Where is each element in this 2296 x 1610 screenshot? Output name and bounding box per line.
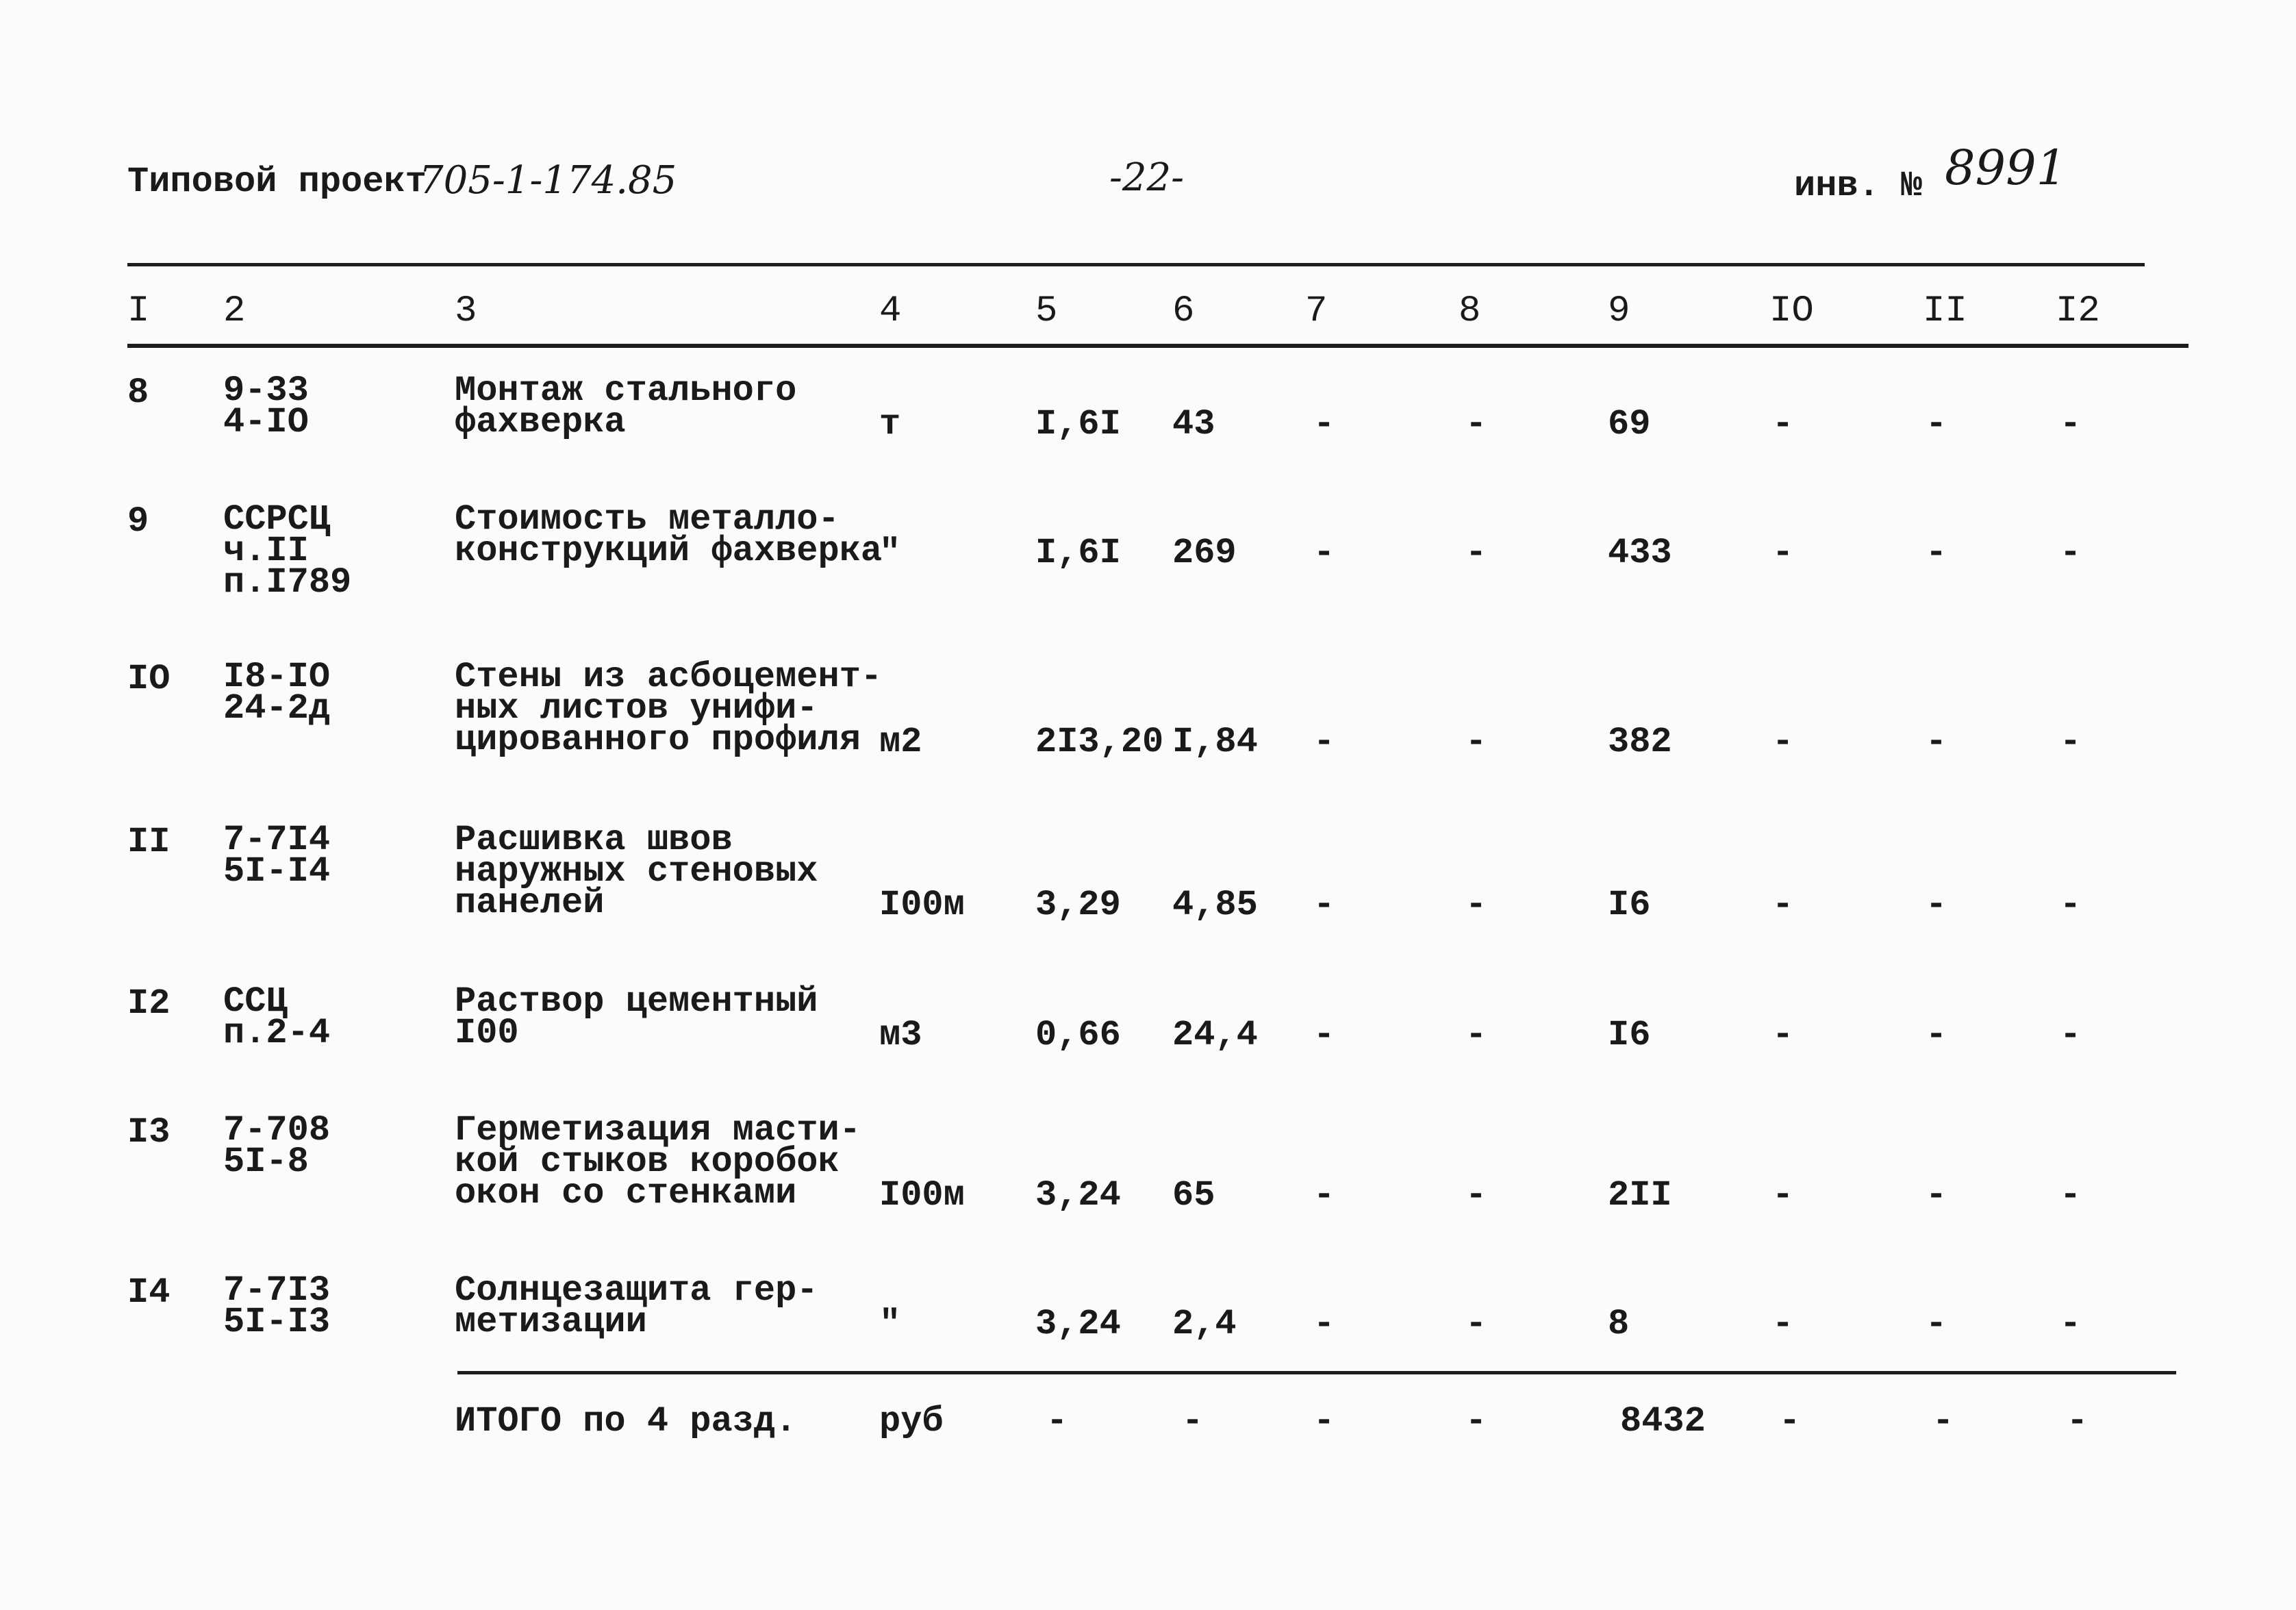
col-11: - (1926, 1015, 1947, 1055)
unit: м2 (879, 722, 922, 762)
col-12: - (2060, 404, 2082, 444)
column-number: 5 (1035, 290, 1058, 332)
col-8: - (1465, 1015, 1487, 1055)
col-10: - (1772, 533, 1794, 573)
resource-code: 7-708 5I-8 (223, 1110, 331, 1182)
total-label: ИТОГО по 4 разд. (455, 1401, 797, 1442)
column-number: 9 (1608, 290, 1630, 332)
unit: " (879, 533, 901, 573)
col-11: - (1926, 404, 1947, 444)
unit: т (879, 404, 901, 444)
col-7: - (1313, 722, 1335, 762)
column-number: 2 (223, 290, 246, 332)
col-8: - (1465, 404, 1487, 444)
unit-cost: 24,4 (1172, 1015, 1258, 1055)
col-11: - (1926, 1304, 1947, 1344)
total-cost: 382 (1608, 722, 1672, 762)
total-col-8: - (1465, 1401, 1487, 1442)
col-12: - (2060, 722, 2082, 762)
col-8: - (1465, 1304, 1487, 1344)
column-number: 7 (1305, 290, 1328, 332)
resource-code: I8-IO 24-2д (223, 657, 331, 729)
col-8: - (1465, 722, 1487, 762)
quantity: 3,29 (1035, 885, 1121, 925)
col-10: - (1772, 1304, 1794, 1344)
unit-cost: 2,4 (1172, 1304, 1237, 1344)
col-7: - (1313, 1175, 1335, 1216)
work-description: Стоимость металло- конструкций фахверка (455, 499, 883, 571)
unit-cost: 4,85 (1172, 885, 1258, 925)
resource-code: ССЦ п.2-4 (223, 981, 331, 1053)
row-number: I2 (127, 983, 171, 1024)
quantity: I,6I (1035, 533, 1121, 573)
col-10: - (1772, 1175, 1794, 1216)
col-7: - (1313, 1015, 1335, 1055)
unit: м3 (879, 1015, 922, 1055)
total-cost: 69 (1608, 404, 1651, 444)
work-description: Герметизация масти- кой стыков коробок окон со стенками (455, 1110, 861, 1213)
column-number: 6 (1172, 290, 1195, 332)
row-number: I4 (127, 1272, 171, 1313)
quantity: I,6I (1035, 404, 1121, 444)
total-cost: 433 (1608, 533, 1672, 573)
col-12: - (2060, 885, 2082, 925)
col-12: - (2060, 533, 2082, 573)
col-12: - (2060, 1304, 2082, 1344)
work-description: Солнцезащита гер- метизации (455, 1270, 818, 1342)
quantity: 3,24 (1035, 1175, 1121, 1216)
total-cost: I6 (1608, 1015, 1651, 1055)
unit: I00м (879, 1175, 965, 1216)
work-description: Раствор цементный I00 (455, 981, 818, 1053)
col-10: - (1772, 722, 1794, 762)
total-col-12: - (2067, 1401, 2089, 1442)
page-number: -22- (1109, 155, 1185, 200)
col-11: - (1926, 885, 1947, 925)
header-bottom-rule (127, 344, 2188, 348)
col-11: - (1926, 533, 1947, 573)
resource-code: ССРСЦ ч.II п.I789 (223, 499, 352, 603)
col-8: - (1465, 1175, 1487, 1216)
project-label: Типовой проект (127, 162, 427, 202)
col-8: - (1465, 885, 1487, 925)
total-unit: руб (879, 1401, 944, 1442)
total-cost: 8 (1608, 1304, 1630, 1344)
quantity: 0,66 (1035, 1015, 1121, 1055)
row-number: II (127, 822, 171, 862)
total-col-7: - (1313, 1401, 1335, 1442)
work-description: Расшивка швов наружных стеновых панелей (455, 820, 818, 923)
row-number: I3 (127, 1112, 171, 1153)
col-10: - (1772, 1015, 1794, 1055)
column-number: 4 (879, 290, 902, 332)
column-number: IO (1769, 290, 1814, 332)
col-11: - (1926, 1175, 1947, 1216)
inventory-label: инв. № (1794, 166, 1923, 206)
table-top-rule (127, 263, 2145, 266)
unit: I00м (879, 885, 965, 925)
inventory-number: 8991 (1945, 140, 2067, 196)
unit-cost: 65 (1172, 1175, 1215, 1216)
row-number: 9 (127, 501, 149, 542)
total-sum: 8432 (1620, 1401, 1706, 1442)
resource-code: 9-33 4-IO (223, 370, 309, 442)
col-8: - (1465, 533, 1487, 573)
work-description: Стены из асбоцемент- ных листов унифи- цированного профиля (455, 657, 883, 760)
total-col-10: - (1779, 1401, 1801, 1442)
total-cost: 2II (1608, 1175, 1672, 1216)
total-col-6: - (1182, 1401, 1204, 1442)
col-7: - (1313, 404, 1335, 444)
total-cost: I6 (1608, 885, 1651, 925)
row-number: IO (127, 659, 171, 699)
col-12: - (2060, 1175, 2082, 1216)
column-number: II (1923, 290, 1967, 332)
quantity: 3,24 (1035, 1304, 1121, 1344)
project-number: 705-1-174.85 (419, 158, 677, 203)
quantity: 2I3,20 (1035, 722, 1164, 762)
total-col-11: - (1932, 1401, 1954, 1442)
resource-code: 7-7I4 5I-I4 (223, 820, 331, 892)
col-10: - (1772, 404, 1794, 444)
column-number: 3 (455, 290, 477, 332)
column-number: 8 (1459, 290, 1481, 332)
unit: " (879, 1304, 901, 1344)
resource-code: 7-7I3 5I-I3 (223, 1270, 331, 1342)
col-7: - (1313, 885, 1335, 925)
unit-cost: 43 (1172, 404, 1215, 444)
total-rule (457, 1371, 2176, 1374)
col-11: - (1926, 722, 1947, 762)
col-12: - (2060, 1015, 2082, 1055)
col-10: - (1772, 885, 1794, 925)
col-7: - (1313, 1304, 1335, 1344)
total-col-5: - (1046, 1401, 1068, 1442)
row-number: 8 (127, 373, 149, 413)
work-description: Монтаж стального фахверка (455, 370, 797, 442)
col-7: - (1313, 533, 1335, 573)
column-number: I (127, 290, 150, 332)
column-number: I2 (2056, 290, 2100, 332)
unit-cost: 269 (1172, 533, 1237, 573)
unit-cost: I,84 (1172, 722, 1258, 762)
